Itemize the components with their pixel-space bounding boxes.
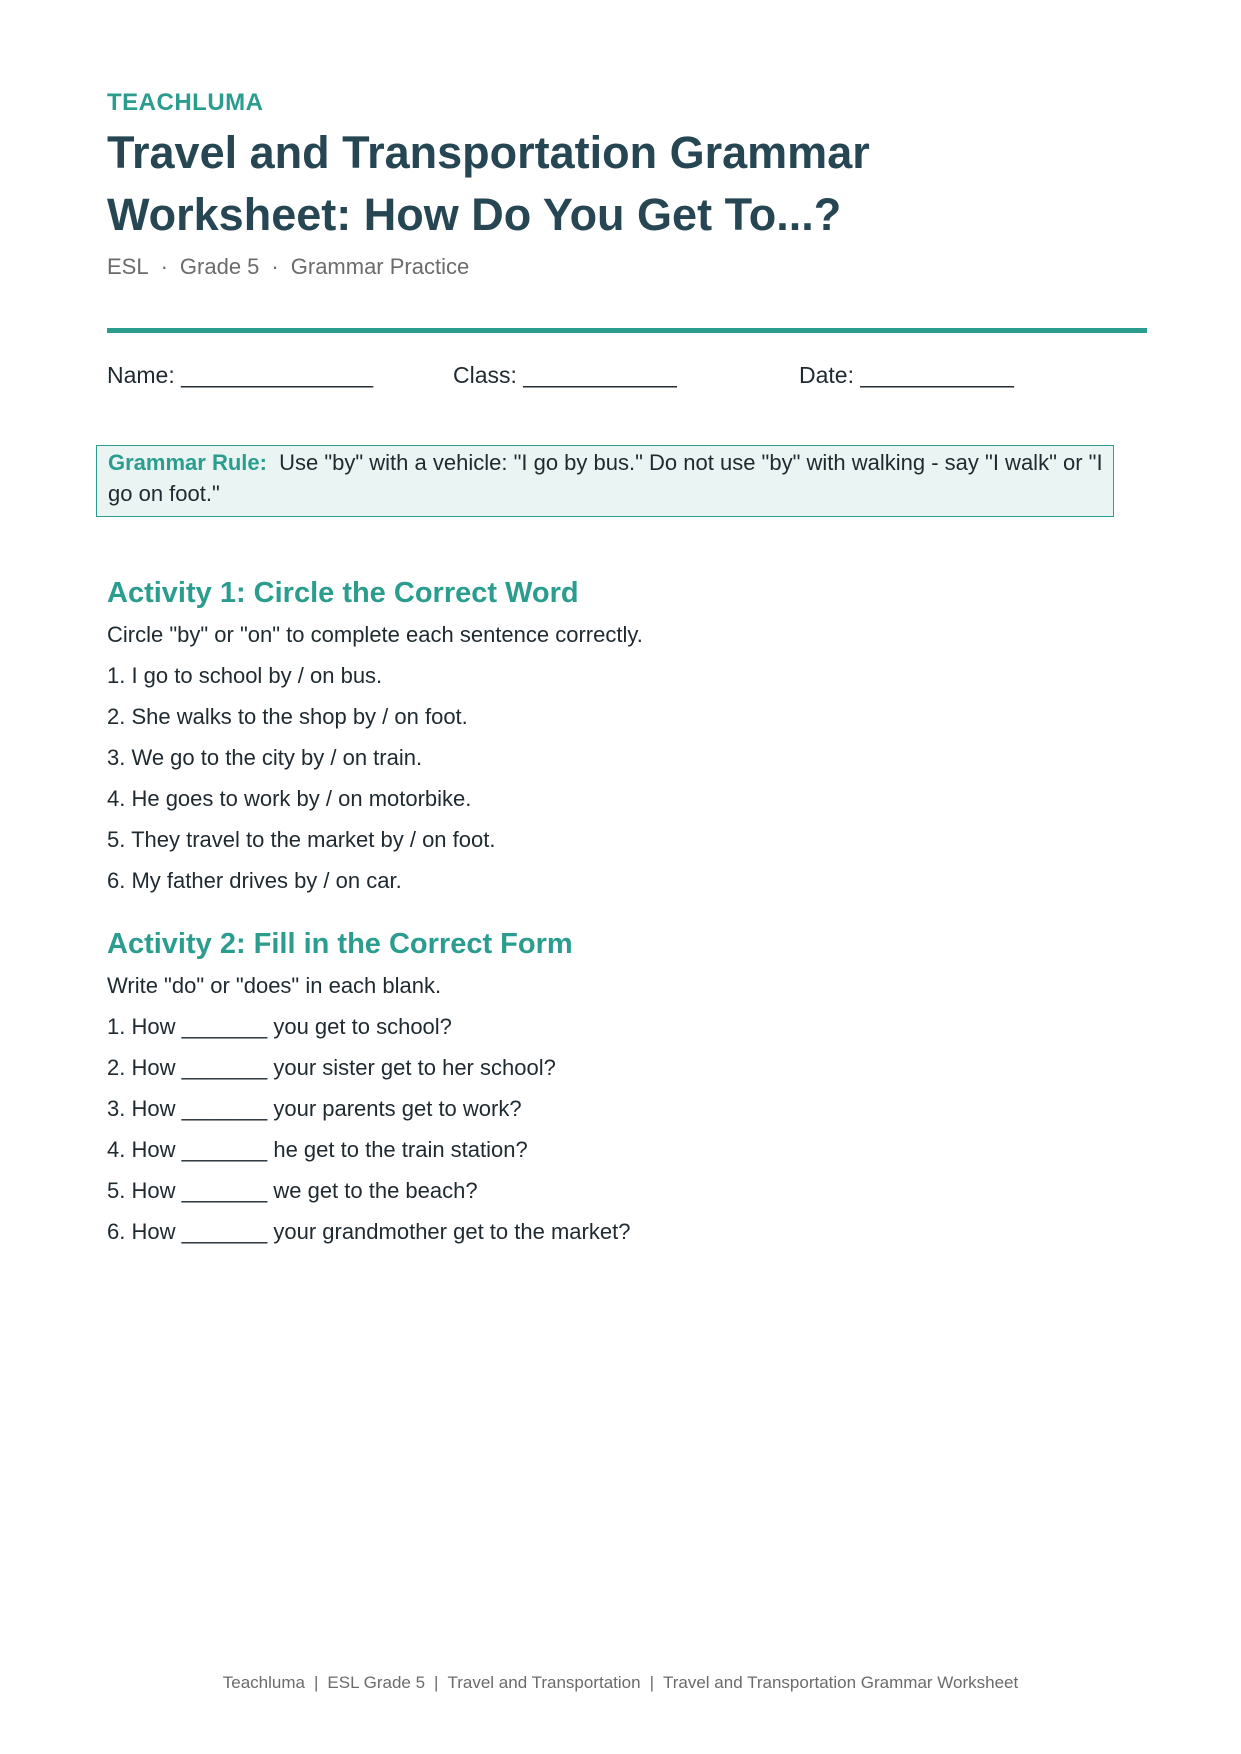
- footer-worksheet-title: Travel and Transportation Grammar Worksheet: [662, 1673, 1019, 1692]
- grammar-rule-label: Grammar Rule:: [108, 450, 267, 475]
- list-item: 1. I go to school by / on bus.: [107, 663, 383, 688]
- page-title: Travel and Transportation Grammar Worksheet: How Do You Get To...?: [107, 127, 870, 240]
- list-item: 3. How _______ your parents get to work?: [107, 1096, 522, 1121]
- footer-separator: |: [649, 1673, 654, 1692]
- activity-1-title: Activity 1: Circle the Correct Word: [107, 577, 579, 609]
- list-item: 6. My father drives by / on car.: [107, 868, 402, 893]
- footer-topic: Travel and Transportation: [447, 1673, 641, 1692]
- list-item: 3. We go to the city by / on train.: [107, 745, 423, 770]
- meta-type: Grammar Practice: [290, 254, 470, 279]
- name-field: Name: _______________: [107, 362, 374, 388]
- header-divider: [107, 328, 1147, 333]
- grammar-rule-text: Use "by" with a vehicle: "I go by bus." Do not use "by" with walking - say "I walk" or "I go on foot.": [108, 450, 1103, 506]
- date-field: Date: ____________: [799, 362, 1014, 388]
- activity-1-items: [107, 661, 1147, 907]
- footer-brand: Teachluma: [222, 1673, 305, 1692]
- activity-1-instruction: Circle "by" or "on" to complete each sentence correctly.: [107, 622, 643, 647]
- list-item: 4. How _______ he get to the train station?: [107, 1137, 528, 1162]
- meta-subject: ESL: [107, 254, 149, 279]
- brand-name: TEACHLUMA: [107, 89, 264, 116]
- grammar-rule-box: [96, 445, 1114, 517]
- meta-grade: Grade 5: [179, 254, 260, 279]
- activity-2-instruction: Write "do" or "does" in each blank.: [107, 973, 442, 998]
- class-field: Class: ____________: [453, 362, 677, 388]
- footer-separator: |: [434, 1673, 439, 1692]
- meta-separator: ·: [271, 254, 279, 279]
- page-footer: [0, 1673, 1241, 1693]
- list-item: 2. She walks to the shop by / on foot.: [107, 704, 468, 729]
- list-item: 6. How _______ your grandmother get to the market?: [107, 1219, 631, 1244]
- list-item: 1. How _______ you get to school?: [107, 1014, 452, 1039]
- list-item: 5. How _______ we get to the beach?: [107, 1178, 478, 1203]
- list-item: 4. He goes to work by / on motorbike.: [107, 786, 472, 811]
- list-item: 5. They travel to the market by / on foot.: [107, 827, 496, 852]
- activity-2-items: [107, 1012, 1147, 1258]
- subtitle-meta: [107, 254, 469, 280]
- activity-2-title: Activity 2: Fill in the Correct Form: [107, 928, 573, 960]
- footer-separator: |: [313, 1673, 319, 1692]
- activity-1-section: [107, 573, 1147, 907]
- footer-grade: ESL Grade 5: [327, 1673, 426, 1692]
- meta-separator: ·: [160, 254, 168, 279]
- activity-2-section: [107, 924, 1147, 1258]
- list-item: 2. How _______ your sister get to her school?: [107, 1055, 556, 1080]
- worksheet-page: [107, 0, 1147, 1754]
